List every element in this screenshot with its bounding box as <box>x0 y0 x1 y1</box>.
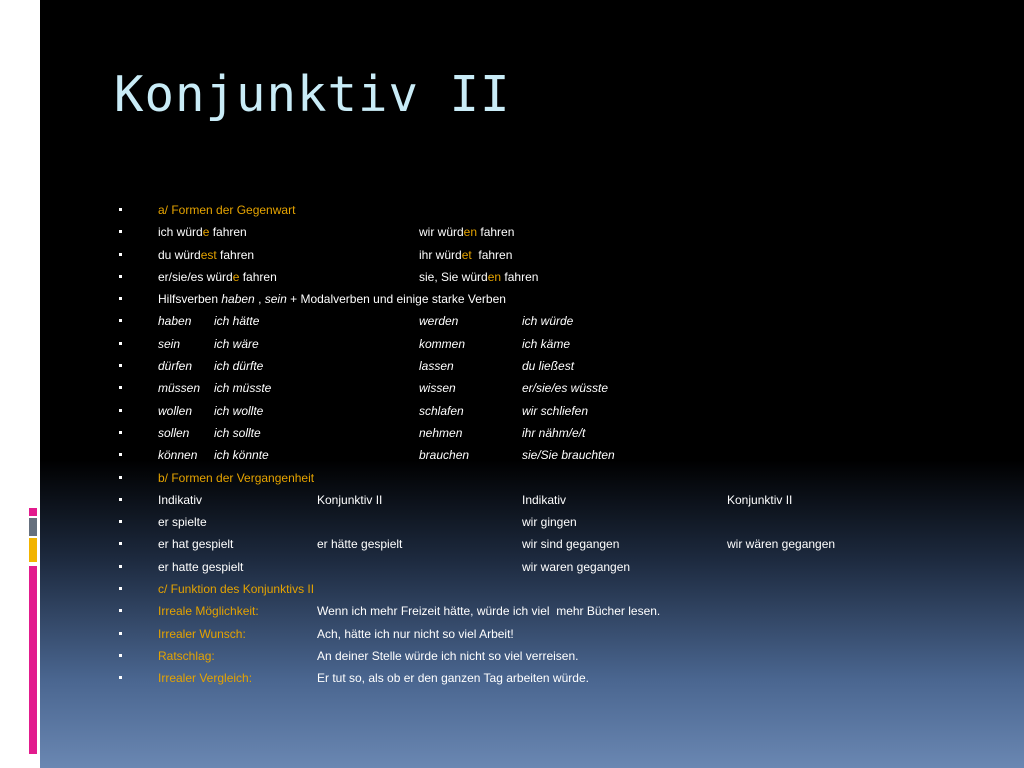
conjugation-left: ich würde fahren <box>158 225 247 240</box>
bullet-icon <box>119 364 122 367</box>
conjugation-left: du würdest fahren <box>158 247 255 262</box>
verb-row <box>40 400 1024 422</box>
function-example: Ach, hätte ich nur nicht so viel Arbeit! <box>317 626 514 641</box>
verb-form: ich wäre <box>214 336 259 351</box>
past-cell: er hat gespielt <box>158 537 234 552</box>
past-cell: er hatte gespielt <box>158 559 244 574</box>
bullet-icon <box>119 208 122 211</box>
column-header: Indikativ <box>158 492 203 507</box>
accent-bar-pink-top <box>29 508 37 516</box>
verb-form: ich könnte <box>214 448 269 463</box>
function-label: Irreale Möglichkeit: <box>158 604 259 619</box>
verb-form: sie/Sie brauchten <box>522 448 615 463</box>
column-header: Konjunktiv II <box>317 492 383 507</box>
verb-form: ich dürfte <box>214 359 264 374</box>
function-row <box>40 667 1024 689</box>
past-row <box>40 556 1024 578</box>
bullet-icon <box>119 342 122 345</box>
bullet-icon <box>119 409 122 412</box>
bullet-icon <box>119 230 122 233</box>
verb-infinitive: wollen <box>158 403 193 418</box>
verb-infinitive: lassen <box>419 359 454 374</box>
bullet-icon <box>119 654 122 657</box>
function-label: Irrealer Vergleich: <box>158 671 253 686</box>
function-example: Wenn ich mehr Freizeit hätte, würde ich viel mehr Bücher lesen. <box>317 604 661 619</box>
conjugation-left: er/sie/es würde fahren <box>158 269 277 284</box>
section-heading-function: c/ Funktion des Konjunktivs II <box>158 582 315 597</box>
bullet-icon <box>119 386 122 389</box>
list-item <box>40 199 1024 221</box>
conjugation-right: sie, Sie würden fahren <box>419 269 539 284</box>
verb-form: ihr nähm/e/t <box>522 425 586 440</box>
verb-row <box>40 355 1024 377</box>
past-cell: er hätte gespielt <box>317 537 403 552</box>
verb-row <box>40 333 1024 355</box>
bullet-icon <box>119 632 122 635</box>
slide-title: Konjunktiv II <box>114 66 511 123</box>
bullet-icon <box>119 542 122 545</box>
function-label: Irrealer Wunsch: <box>158 626 246 641</box>
verb-row <box>40 310 1024 332</box>
list-item <box>40 288 1024 310</box>
verb-infinitive: haben <box>158 314 192 329</box>
verb-row <box>40 377 1024 399</box>
bullet-icon <box>119 476 122 479</box>
left-decor-strip <box>0 0 40 768</box>
function-row <box>40 623 1024 645</box>
verb-infinitive: sollen <box>158 425 190 440</box>
function-label: Ratschlag: <box>158 648 215 663</box>
past-cell: wir gingen <box>522 515 577 530</box>
list-item <box>40 244 1024 266</box>
past-cell: wir wären gegangen <box>727 537 836 552</box>
verb-infinitive: kommen <box>419 336 466 351</box>
verb-form: du ließest <box>522 359 575 374</box>
function-example: An deiner Stelle würde ich nicht so viel verreisen. <box>317 648 579 663</box>
verb-form: ich wollte <box>214 403 264 418</box>
past-cell: wir sind gegangen <box>522 537 620 552</box>
verb-form: ich hätte <box>214 314 260 329</box>
verb-infinitive: brauchen <box>419 448 470 463</box>
list-item <box>40 578 1024 600</box>
bullet-icon <box>119 253 122 256</box>
past-cell: er spielte <box>158 515 207 530</box>
bullet-icon <box>119 587 122 590</box>
bullet-icon <box>119 498 122 501</box>
function-row <box>40 645 1024 667</box>
verb-infinitive: können <box>158 448 198 463</box>
verb-infinitive: nehmen <box>419 425 463 440</box>
slide-content <box>40 199 1024 690</box>
bullet-icon <box>119 431 122 434</box>
bullet-icon <box>119 520 122 523</box>
bullet-icon <box>119 609 122 612</box>
accent-bar-gray <box>29 518 37 536</box>
accent-bar-yellow <box>29 538 37 562</box>
bullet-icon <box>119 319 122 322</box>
verb-infinitive: sein <box>158 336 181 351</box>
aux-verbs-note: Hilfsverben haben , sein + Modalverben und einige starke Verben <box>158 292 506 307</box>
verb-form: ich käme <box>522 336 571 351</box>
verb-infinitive: werden <box>419 314 459 329</box>
slide <box>40 0 1024 768</box>
list-item <box>40 467 1024 489</box>
past-cell: wir waren gegangen <box>522 559 631 574</box>
verb-form: ich würde <box>522 314 574 329</box>
verb-infinitive: müssen <box>158 381 201 396</box>
past-header-row <box>40 489 1024 511</box>
verb-form: ich müsste <box>214 381 272 396</box>
bullet-icon <box>119 275 122 278</box>
verb-infinitive: dürfen <box>158 359 193 374</box>
function-example: Er tut so, als ob er den ganzen Tag arbeiten würde. <box>317 671 589 686</box>
accent-bar-pink <box>29 566 37 754</box>
list-item <box>40 266 1024 288</box>
bullet-icon <box>119 453 122 456</box>
list-item <box>40 221 1024 243</box>
conjugation-right: wir würden fahren <box>419 225 515 240</box>
verb-infinitive: wissen <box>419 381 456 396</box>
column-header: Konjunktiv II <box>727 492 793 507</box>
verb-row <box>40 422 1024 444</box>
past-row <box>40 511 1024 533</box>
verb-form: wir schliefen <box>522 403 589 418</box>
bullet-icon <box>119 565 122 568</box>
past-row <box>40 533 1024 555</box>
column-header: Indikativ <box>522 492 567 507</box>
function-row <box>40 600 1024 622</box>
section-heading-past: b/ Formen der Vergangenheit <box>158 470 315 485</box>
verb-form: ich sollte <box>214 425 261 440</box>
verb-form: er/sie/es wüsste <box>522 381 609 396</box>
bullet-icon <box>119 297 122 300</box>
section-heading-present: a/ Formen der Gegenwart <box>158 203 296 217</box>
conjugation-right: ihr würdet fahren <box>419 247 513 262</box>
verb-row <box>40 444 1024 466</box>
verb-infinitive: schlafen <box>419 403 464 418</box>
bullet-icon <box>119 676 122 679</box>
